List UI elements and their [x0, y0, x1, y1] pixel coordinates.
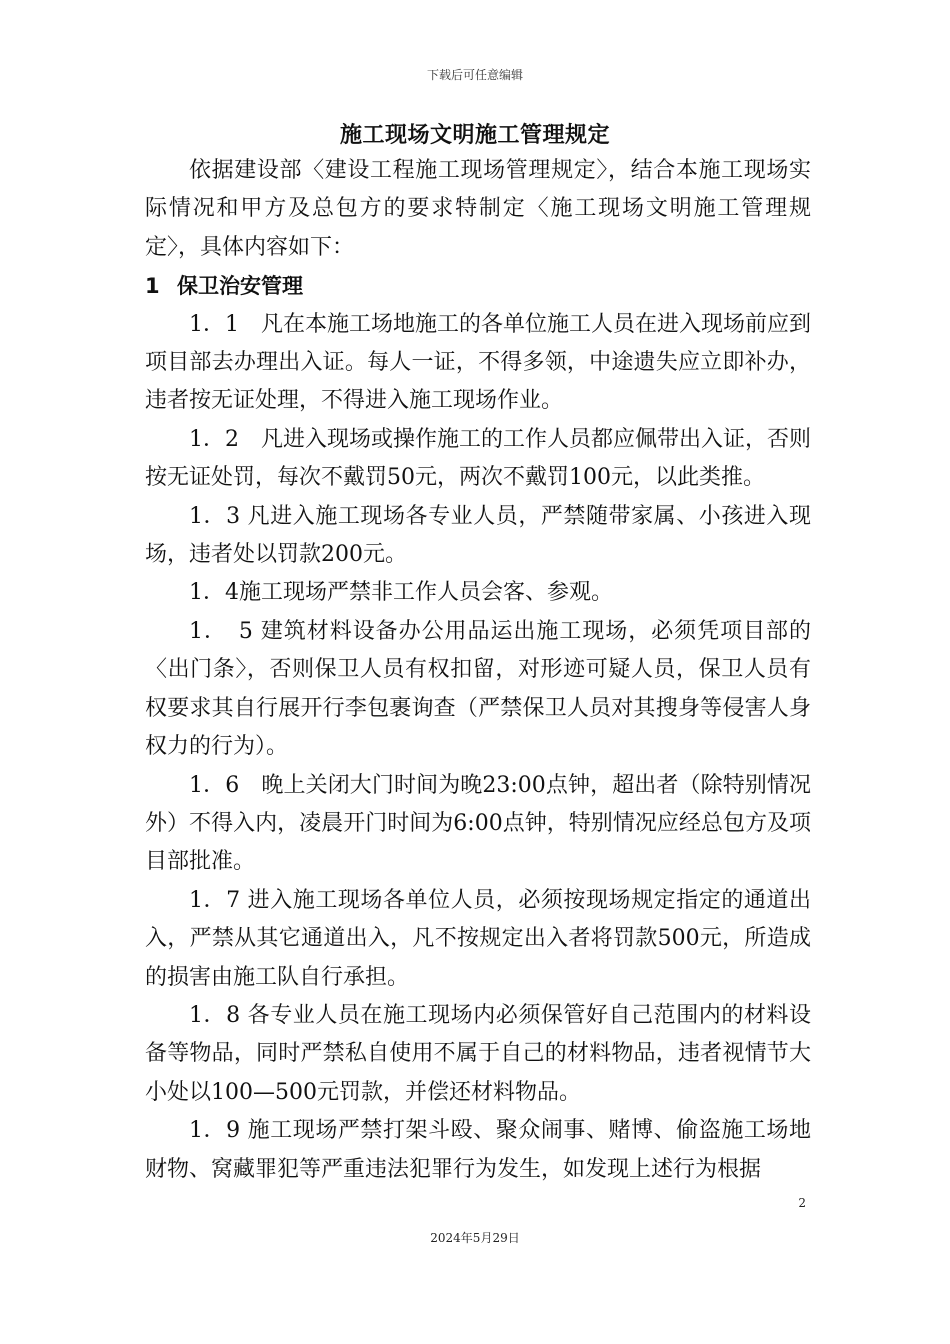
- header-note: 下载后可任意编辑: [426, 68, 523, 82]
- clause-1-5: 1． 5 建筑材料设备办公用品运出施工现场，必须凭项目部的〈出门条〉，否则保卫人员有权扣留，对形迹可疑人员，保卫人员有权要求其自行展开行李包裹询查（严禁保卫人员对其搜身等侵害人身权力的行为）。: [145, 618, 811, 760]
- clause-1-2: 1．2 凡进入现场或操作施工的工作人员都应佩带出入证，否则按无证处罚，每次不戴罚50元，两次不戴罚100元，以此类推。: [145, 426, 811, 491]
- clause-1-7: 1．7 进入施工现场各单位人员，必须按现场规定指定的通道出入，严禁从其它通道出入，凡不按规定出入者将罚款500元，所造成的损害由施工队自行承担。: [145, 887, 811, 990]
- document-body: [145, 152, 811, 1189]
- document-title: 施工现场文明施工管理规定: [339, 123, 610, 148]
- clause-1-4: 1．4施工现场严禁非工作人员会客、参观。: [189, 580, 613, 606]
- section-heading-text: 保卫治安管理: [177, 274, 303, 299]
- clause-1-8: 1．8 各专业人员在施工现场内必须保管好自己范围内的材料设备等物品，同时严禁私自使用不属于自己的材料物品，违者视情节大小处以100—500元罚款，并偿还材料物品。: [145, 1002, 811, 1105]
- clause-1-6: 1．6 晚上关闭大门时间为晚23:00点钟，超出者（除特别情况外）不得入内，凌晨开门时间为6:00点钟，特别情况应经总包方及项目部批准。: [145, 772, 811, 875]
- clause-1-1: 1．1 凡在本施工场地施工的各单位施工人员在进入现场前应到项目部去办理出入证。每人一证，不得多领，中途遗失应立即补办，违者按无证处理，不得进入施工现场作业。: [145, 311, 811, 414]
- footer-date: 2024年5月29日: [430, 1231, 520, 1245]
- intro-paragraph: 依据建设部〈建设工程施工现场管理规定〉，结合本施工现场实际情况和甲方及总包方的要求特制定〈施工现场文明施工管理规定〉，具体内容如下：: [145, 158, 811, 260]
- page-number: 2: [798, 1196, 806, 1210]
- clause-1-9: 1．9 施工现场严禁打架斗殴、聚众闹事、赌博、偷盗施工场地财物、窝藏罪犯等严重违法犯罪行为发生，如发现上述行为根据: [145, 1118, 811, 1182]
- section-number: 1: [145, 274, 160, 299]
- clause-1-3: 1．3 凡进入施工现场各专业人员，严禁随带家属、小孩进入现场，违者处以罚款200元。: [145, 503, 811, 568]
- section-heading: [145, 267, 811, 305]
